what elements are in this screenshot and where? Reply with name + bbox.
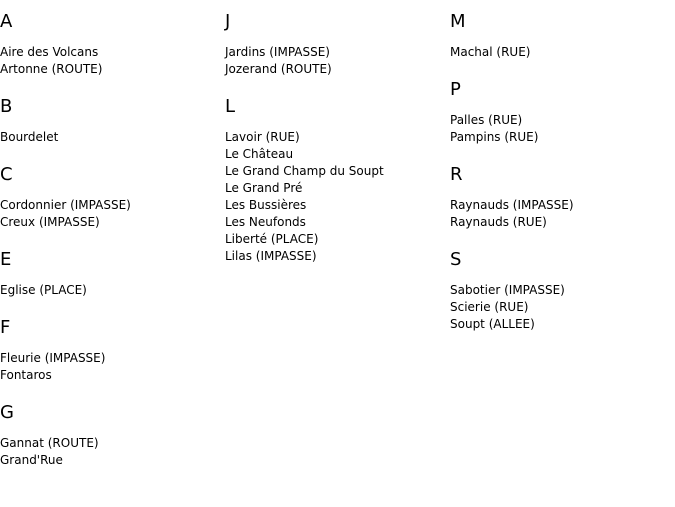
street-link[interactable]: Bourdelet — [0, 130, 59, 144]
street-link[interactable]: Grand'Rue — [0, 453, 63, 467]
street-link[interactable]: Cordonnier (IMPASSE) — [0, 198, 131, 212]
street-link[interactable]: Le Grand Pré — [225, 181, 303, 195]
street-list — [0, 44, 225, 78]
index-column-2 — [225, 10, 450, 282]
street-list — [450, 282, 675, 333]
street-link[interactable]: Fleurie (IMPASSE) — [0, 351, 106, 365]
street-link[interactable]: Raynauds (RUE) — [450, 215, 547, 229]
letter-group-e — [0, 248, 225, 299]
street-list — [0, 197, 225, 231]
street-list — [0, 350, 225, 384]
letter-heading: F — [0, 317, 11, 338]
letter-heading: C — [0, 164, 13, 185]
letter-group-j — [225, 10, 450, 78]
letter-group-p — [450, 78, 675, 146]
street-link[interactable]: Fontaros — [0, 368, 52, 382]
street-link[interactable]: Artonne (ROUTE) — [0, 62, 103, 76]
letter-group-r — [450, 163, 675, 231]
letter-heading: P — [450, 79, 461, 100]
letter-heading: L — [225, 96, 236, 117]
street-link[interactable]: Palles (RUE) — [450, 113, 523, 127]
street-link[interactable]: Le Château — [225, 147, 294, 161]
letter-heading: G — [0, 402, 14, 423]
letter-heading: S — [450, 249, 462, 270]
street-list — [0, 282, 225, 299]
street-link[interactable]: Les Neufonds — [225, 215, 306, 229]
street-link[interactable]: Lavoir (RUE) — [225, 130, 300, 144]
street-list — [225, 129, 450, 265]
street-list — [0, 435, 225, 469]
street-link[interactable]: Raynauds (IMPASSE) — [450, 198, 574, 212]
letter-heading: R — [450, 164, 463, 185]
letter-group-s — [450, 248, 675, 333]
street-link[interactable]: Liberté (PLACE) — [225, 232, 319, 246]
letter-group-c — [0, 163, 225, 231]
letter-group-g — [0, 401, 225, 469]
index-column-3 — [450, 10, 675, 350]
street-link[interactable]: Pampins (RUE) — [450, 130, 539, 144]
street-link[interactable]: Lilas (IMPASSE) — [225, 249, 317, 263]
street-link[interactable]: Les Bussières — [225, 198, 307, 212]
street-link[interactable]: Jardins (IMPASSE) — [225, 45, 330, 59]
letter-group-f — [0, 316, 225, 384]
letter-group-l — [225, 95, 450, 265]
street-link[interactable]: Jozerand (ROUTE) — [225, 62, 332, 76]
letter-heading: M — [450, 11, 466, 32]
street-link[interactable]: Sabotier (IMPASSE) — [450, 283, 565, 297]
street-link[interactable]: Creux (IMPASSE) — [0, 215, 100, 229]
street-link[interactable]: Machal (RUE) — [450, 45, 531, 59]
street-link[interactable]: Le Grand Champ du Soupt — [225, 164, 384, 178]
street-list — [450, 197, 675, 231]
street-list — [450, 112, 675, 146]
street-list — [450, 44, 675, 61]
letter-group-b — [0, 95, 225, 146]
street-link[interactable]: Eglise (PLACE) — [0, 283, 87, 297]
street-link[interactable]: Aire des Volcans — [0, 45, 99, 59]
index-column-1 — [0, 10, 225, 486]
letter-group-a — [0, 10, 225, 78]
letter-heading: A — [0, 11, 13, 32]
street-list — [225, 44, 450, 78]
letter-group-m — [450, 10, 675, 61]
letter-heading: E — [0, 249, 12, 270]
letter-heading: J — [225, 11, 231, 32]
street-list — [0, 129, 225, 146]
street-link[interactable]: Gannat (ROUTE) — [0, 436, 99, 450]
street-link[interactable]: Soupt (ALLEE) — [450, 317, 535, 331]
street-link[interactable]: Scierie (RUE) — [450, 300, 529, 314]
letter-heading: B — [0, 96, 13, 117]
